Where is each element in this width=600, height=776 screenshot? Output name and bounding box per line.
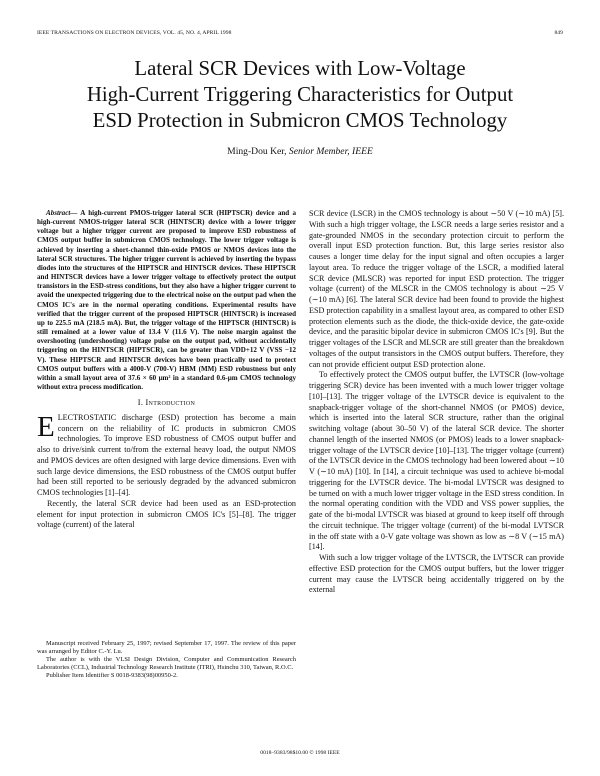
intro-paragraph-1-text: LECTROSTATIC discharge (ESD) protection has become a main concern on the reliability of IC products in submicron CMOS technologies. To improve ESD robustness of CMOS output buffer and also to drive/sink current to/from the external heavy load, the output NMOS and PMOS devices are often designed with large device dimensions. Even with such large device dimensions, the ESD robustness of the CMOS output buffer had been still reported to be seriously degraded by the advanced submicron CMOS technologies [1]–[4].: [37, 412, 296, 498]
footnotes: [37, 640, 296, 680]
author-line: [0, 146, 600, 157]
footnote-received: Manuscript received February 25, 1997; revised September 17, 1997. The review of this paper was arranged by Editor C.-Y. Lu.: [37, 640, 296, 656]
intro-paragraph-1: [37, 410, 296, 499]
abstract: [37, 209, 296, 392]
section-title: Introduction: [145, 398, 196, 408]
right-column: [309, 209, 564, 596]
page-number: 849: [554, 30, 563, 36]
right-paragraph-1: SCR device (LSCR) in the CMOS technology is about ∼50 V (∼10 mA) [5]. With such a high trigger voltage, the LSCR needs a large series resistor and a gate-grounded NMOS in the secondary protection circuit to perform the overall input ESD protection function. But, this large series resistor also causes a longer time delay for the input signal and often occupies a larger layout area. To reduce the trigger voltage of the LSCR, a modified lateral SCR device (MLSCR) was reported for input ESD protection. The trigger voltage (current) of the MLSCR in the CMOS technology is about ∼25 V (∼10 mA) [6]. The lateral SCR device had been found to provide the highest ESD protection capability in a smallest layout area, as compared to other ESD protection elements such as the diode, the thick-oxide device, the gate-oxide device, and the parasitic bipolar device in submicron CMOS IC's [9]. But the trigger voltages of the LSCR and MLSCR are still greater than the breakdown voltages of the output transistors in the CMOS output buffers. Therefore, they can not provide efficient output ESD protection alone.: [309, 209, 564, 369]
right-paragraph-3: With such a low trigger voltage of the LVTSCR, the LVTSCR can provide effective ESD protection for the CMOS output buffers, but the lower trigger current may cause the LVTSCR being accidentally triggered on by the external: [309, 553, 564, 595]
title-line-3: ESD Protection in Submicron CMOS Technology: [92, 109, 508, 132]
left-column: [37, 209, 296, 531]
intro-paragraph-2: Recently, the lateral SCR device had been used as an ESD-protection element for input protection in submicron CMOS IC's [5]–[8]. The trigger voltage (current) of the lateral: [37, 498, 296, 530]
journal-header: IEEE TRANSACTIONS ON ELECTRON DEVICES, VOL. 45, NO. 4, APRIL 1998: [37, 30, 232, 36]
section-number: I.: [137, 398, 144, 408]
drop-cap: E: [37, 410, 55, 443]
right-paragraph-2: To effectively protect the CMOS output buffer, the LVTSCR (low-voltage triggering SCR) device has been invented with a much lower trigger voltage [10]–[13]. The trigger voltage of the LVTSCR device is equivalent to the snapback-trigger voltage of the short-channel NMOS (or PMOS) device, which is inserted into the lateral SCR structure, rather than the original switching voltage (about 30–50 V) of the lateral SCR device. The shorter channel length of the inserted NMOS (or PMOS) leads to a lower snapback-trigger voltage of the LVTSCR device [10]–[13]. The trigger voltage (current) of the LVTSCR device in the CMOS technology had been lowered about ∼10 V (∼10 mA) [10]. In [14], a circuit technique was used to achieve bi-modal triggering for the LVTSCR device. The bi-modal LVTSCR was designed to be turned on with a much lower trigger voltage in the ESD stress condition. In the normal operating condition with the VDD and VSS power supplies, the gate of the bi-modal LVTSCR was biased at ground to keep itself off through the circuit technique. The trigger voltage (current) of the bi-modal LVTSCR in the off state with a 0-V gate voltage was shown as low as ∼8 V (∼15 mA) [14].: [309, 370, 564, 552]
footnote-author-info: The author is with the VLSI Design Division, Computer and Communication Research Laboratories (CCL), Industrial Technology Research Institute (ITRI), Hsinchu 310, Taiwan, R.O.C.: [37, 656, 296, 672]
section-heading-introduction: [37, 398, 296, 409]
copyright-footer: 0018–9383/98$10.00 © 1998 IEEE: [260, 750, 340, 756]
running-header: [37, 30, 563, 36]
author-name: Ming-Dou Ker,: [227, 146, 287, 157]
title-line-2: High-Current Triggering Characteristics for Output: [86, 83, 514, 106]
abstract-label: Abstract—: [46, 209, 78, 217]
abstract-text: A high-current PMOS-trigger lateral SCR (HIPTSCR) device and a high-current NMOS-trigger lateral SCR (HINTSCR) device with a lower trigger voltage but a higher trigger current are proposed to improve ESD robustness of CMOS output buffer in submicron CMOS technology. The lower trigger voltage is achieved by inserting a short-channel thin-oxide PMOS or NMOS devices into the lateral SCR structures. The higher trigger current is achieved by inserting the bypass diodes into the structures of the HIPTSCR and HINTSCR devices. These HIPTSCR and HINTSCR devices have a lower trigger voltage to effectively protect the output transistors in the ESD-stress conditions, but they also have a higher trigger current to avoid the unexpected triggering due to the electrical noise on the output pad when the CMOS IC's are in the normal operating conditions. Experimental results have verified that the trigger current of the proposed HIPTSCR (HINTSCR) is increased up to 225.5 mA (218.5 mA). But, the trigger voltage of the HIPTSCR (HINTSCR) is still remained at a lower value of 13.4 V (11.6 V). The noise margin against the overshooting (undershooting) voltage pulse on the output pad, without accidentally triggering on the HINTSCR (HIPTSCR), can be greater than VDD+12 V (VSS −12 V). These HIPTSCR and HINTSCR devices have been practically used to protect CMOS output buffers with a 4000-V (700-V) HBM (MM) ESD robustness but only within a small layout area of 37.6 × 60 μm² in a standard 0.6-μm CMOS technology without extra process modification.: [37, 209, 296, 391]
author-affiliation: Senior Member, IEEE: [288, 146, 373, 157]
footnote-publisher: Publisher Item Identifier S 0018-9383(98)00950-2.: [46, 672, 178, 680]
title-line-1: Lateral SCR Devices with Low-Voltage: [134, 57, 466, 80]
paper-title: [20, 56, 580, 134]
